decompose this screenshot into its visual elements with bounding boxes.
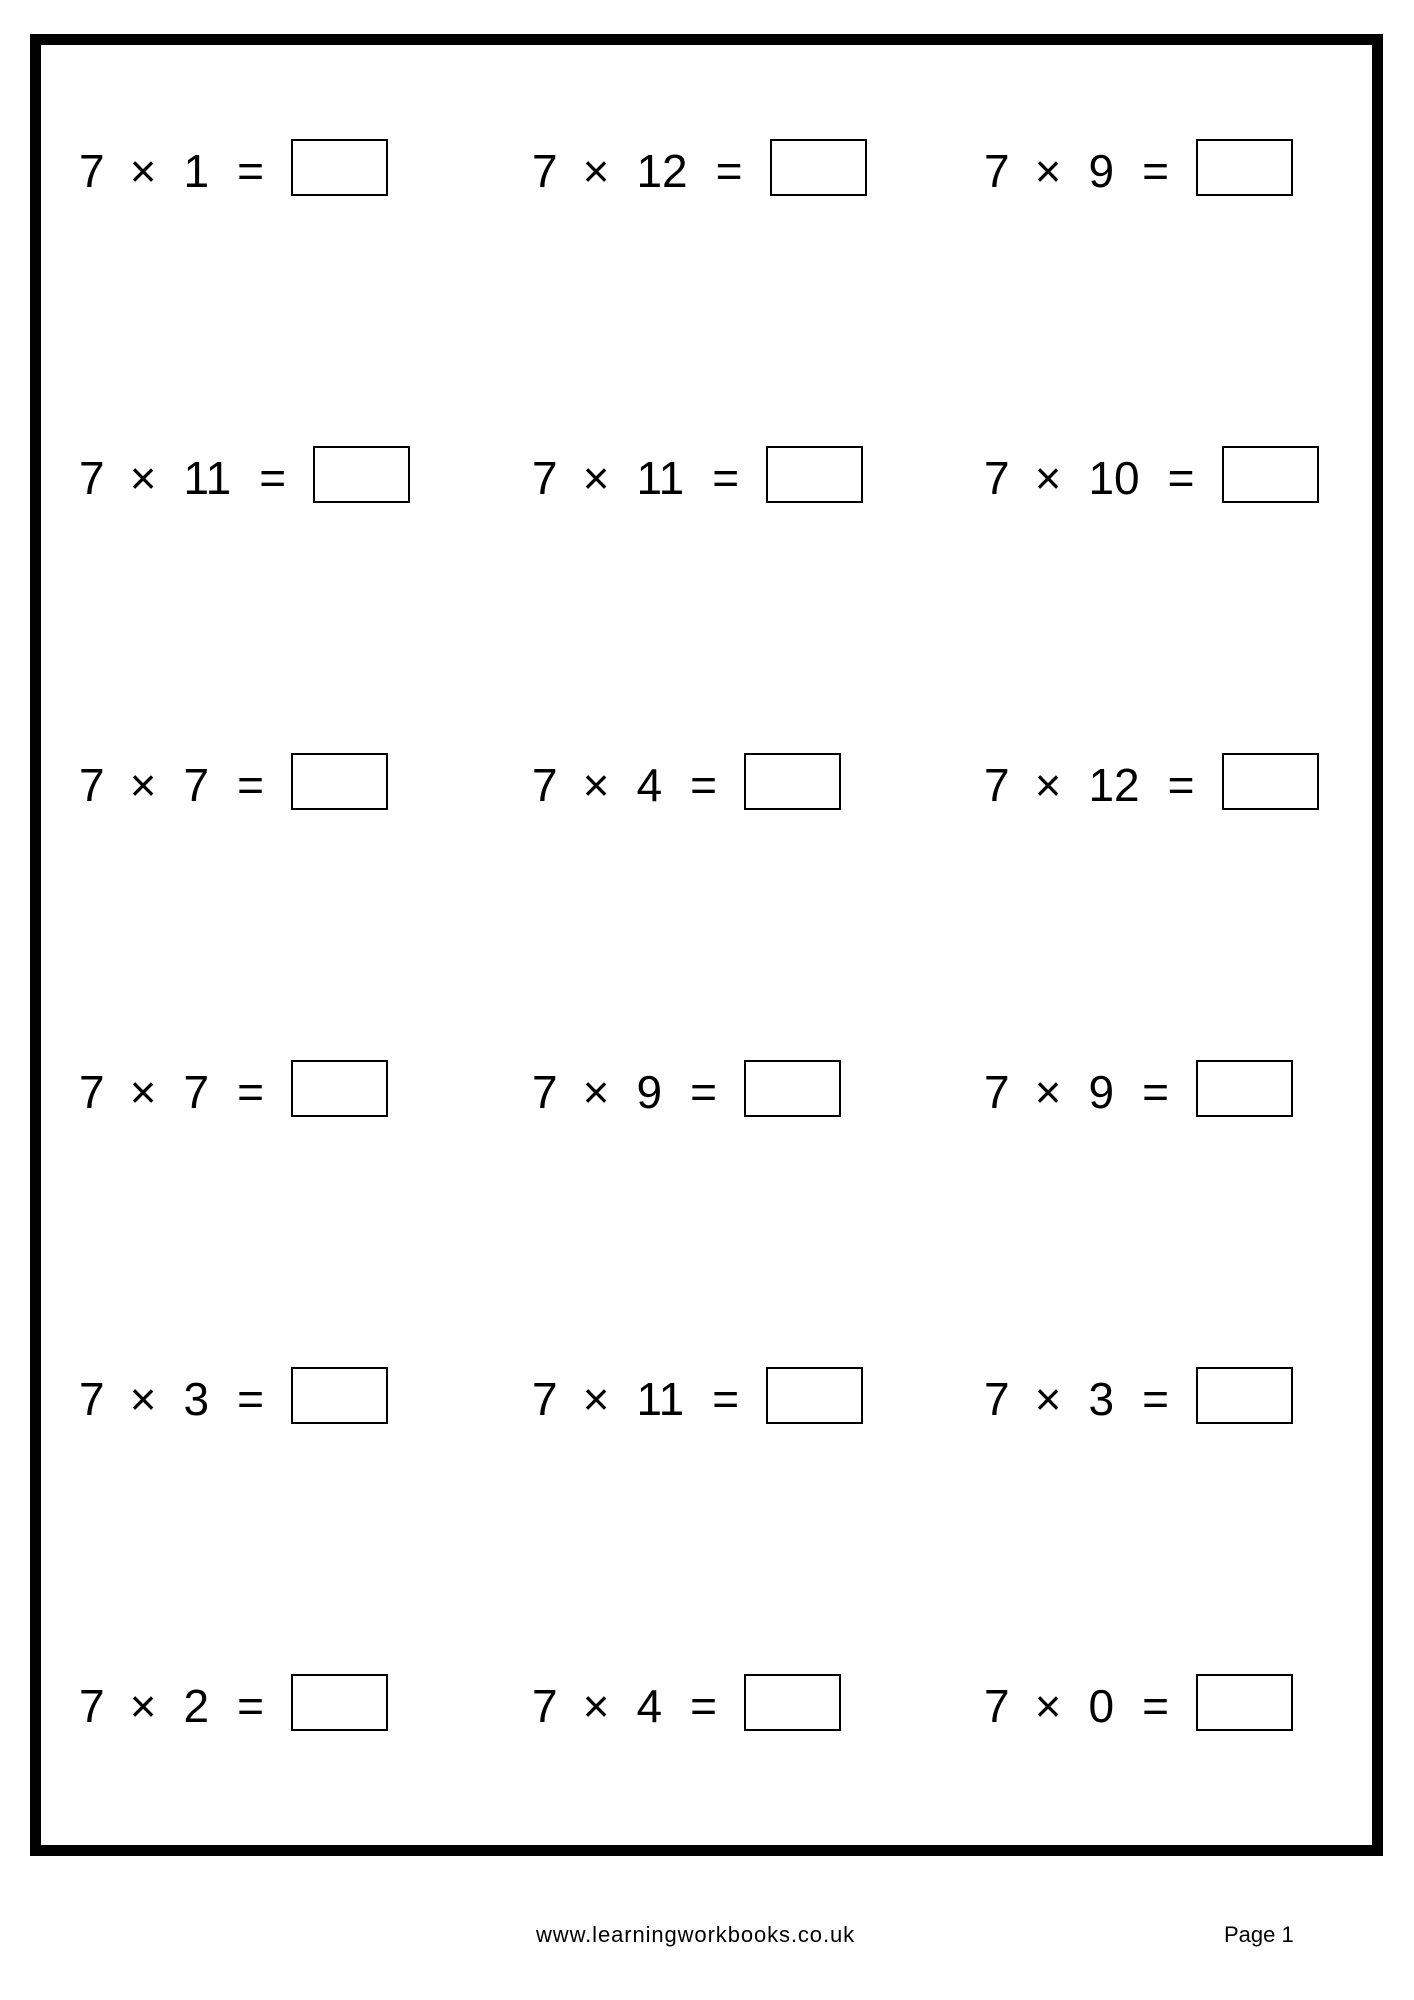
equals-sign: = [690, 1680, 717, 1732]
equals-sign: = [690, 759, 717, 811]
multiplier: 11 [636, 1373, 685, 1425]
problem-r6-c3 [984, 1674, 1293, 1731]
multiplier: 9 [636, 1066, 663, 1118]
problem-r2-c2 [532, 446, 863, 503]
times-sign: × [582, 452, 610, 504]
answer-box[interactable] [1196, 139, 1293, 196]
times-sign: × [129, 1680, 157, 1732]
multiplier: 3 [1088, 1373, 1115, 1425]
equals-sign: = [1142, 1373, 1169, 1425]
answer-box[interactable] [291, 139, 388, 196]
equals-sign: = [712, 1373, 740, 1425]
multiplicand: 7 [79, 759, 105, 811]
times-sign: × [582, 145, 610, 197]
multiplier: 11 [183, 452, 232, 504]
footer-page-number: Page 1 [1224, 1922, 1294, 1947]
equals-sign: = [715, 145, 743, 197]
problem-r5-c1 [79, 1367, 388, 1424]
worksheet-border-frame [30, 34, 1383, 1856]
equals-sign: = [237, 1066, 264, 1118]
answer-box[interactable] [1222, 446, 1319, 503]
problem-r2-c1 [79, 446, 410, 503]
times-sign: × [1034, 1680, 1062, 1732]
multiplier: 10 [1088, 452, 1140, 504]
multiplier: 1 [183, 145, 210, 197]
answer-box[interactable] [770, 139, 867, 196]
problem-r4-c1 [79, 1060, 388, 1117]
answer-box[interactable] [1196, 1060, 1293, 1117]
multiplicand: 7 [532, 145, 558, 197]
footer-website-link[interactable]: www.learningworkbooks.co.uk [536, 1922, 855, 1947]
multiplicand: 7 [984, 1373, 1010, 1425]
equals-sign: = [1167, 452, 1195, 504]
answer-box[interactable] [291, 753, 388, 810]
multiplier: 9 [1088, 1066, 1115, 1118]
times-sign: × [582, 759, 610, 811]
multiplier: 0 [1088, 1680, 1115, 1732]
times-sign: × [129, 452, 157, 504]
answer-box[interactable] [291, 1367, 388, 1424]
equals-sign: = [1142, 1680, 1169, 1732]
multiplier: 11 [636, 452, 685, 504]
equals-sign: = [237, 145, 264, 197]
equals-sign: = [237, 759, 264, 811]
problem-r5-c2 [532, 1367, 863, 1424]
multiplier: 7 [183, 759, 210, 811]
multiplicand: 7 [984, 1680, 1010, 1732]
times-sign: × [582, 1066, 610, 1118]
multiplier: 9 [1088, 145, 1115, 197]
times-sign: × [1034, 452, 1062, 504]
multiplier: 3 [183, 1373, 210, 1425]
answer-box[interactable] [766, 446, 863, 503]
multiplier: 2 [183, 1680, 210, 1732]
answer-box[interactable] [291, 1060, 388, 1117]
answer-box[interactable] [291, 1674, 388, 1731]
multiplicand: 7 [984, 759, 1010, 811]
multiplicand: 7 [984, 1066, 1010, 1118]
equals-sign: = [1142, 1066, 1169, 1118]
problem-r6-c1 [79, 1674, 388, 1731]
problem-r1-c3 [984, 139, 1293, 196]
times-sign: × [1034, 1373, 1062, 1425]
times-sign: × [129, 145, 157, 197]
times-sign: × [582, 1373, 610, 1425]
problem-r3-c1 [79, 753, 388, 810]
equals-sign: = [712, 452, 740, 504]
equals-sign: = [259, 452, 287, 504]
equals-sign: = [237, 1373, 264, 1425]
answer-box[interactable] [744, 1674, 841, 1731]
equals-sign: = [1167, 759, 1195, 811]
answer-box[interactable] [766, 1367, 863, 1424]
multiplicand: 7 [532, 452, 558, 504]
problem-r2-c3 [984, 446, 1319, 503]
multiplier: 4 [636, 1680, 663, 1732]
multiplicand: 7 [532, 759, 558, 811]
answer-box[interactable] [1196, 1674, 1293, 1731]
answer-box[interactable] [744, 1060, 841, 1117]
multiplicand: 7 [984, 145, 1010, 197]
multiplicand: 7 [79, 1680, 105, 1732]
multiplicand: 7 [79, 145, 105, 197]
problem-r3-c3 [984, 753, 1319, 810]
problem-r4-c3 [984, 1060, 1293, 1117]
multiplicand: 7 [79, 1373, 105, 1425]
multiplier: 4 [636, 759, 663, 811]
multiplier: 12 [636, 145, 688, 197]
problem-r5-c3 [984, 1367, 1293, 1424]
times-sign: × [1034, 145, 1062, 197]
multiplicand: 7 [532, 1680, 558, 1732]
multiplier: 7 [183, 1066, 210, 1118]
multiplicand: 7 [532, 1373, 558, 1425]
problem-r3-c2 [532, 753, 841, 810]
multiplicand: 7 [79, 452, 105, 504]
times-sign: × [1034, 759, 1062, 811]
multiplicand: 7 [984, 452, 1010, 504]
times-sign: × [1034, 1066, 1062, 1118]
problem-r6-c2 [532, 1674, 841, 1731]
problem-r1-c1 [79, 139, 388, 196]
times-sign: × [129, 1066, 157, 1118]
equals-sign: = [237, 1680, 264, 1732]
times-sign: × [129, 1373, 157, 1425]
problem-r4-c2 [532, 1060, 841, 1117]
multiplicand: 7 [532, 1066, 558, 1118]
times-sign: × [582, 1680, 610, 1732]
answer-box[interactable] [1222, 753, 1319, 810]
equals-sign: = [1142, 145, 1169, 197]
multiplier: 12 [1088, 759, 1140, 811]
equals-sign: = [690, 1066, 717, 1118]
multiplicand: 7 [79, 1066, 105, 1118]
answer-box[interactable] [1196, 1367, 1293, 1424]
problem-r1-c2 [532, 139, 867, 196]
answer-box[interactable] [313, 446, 410, 503]
answer-box[interactable] [744, 753, 841, 810]
times-sign: × [129, 759, 157, 811]
